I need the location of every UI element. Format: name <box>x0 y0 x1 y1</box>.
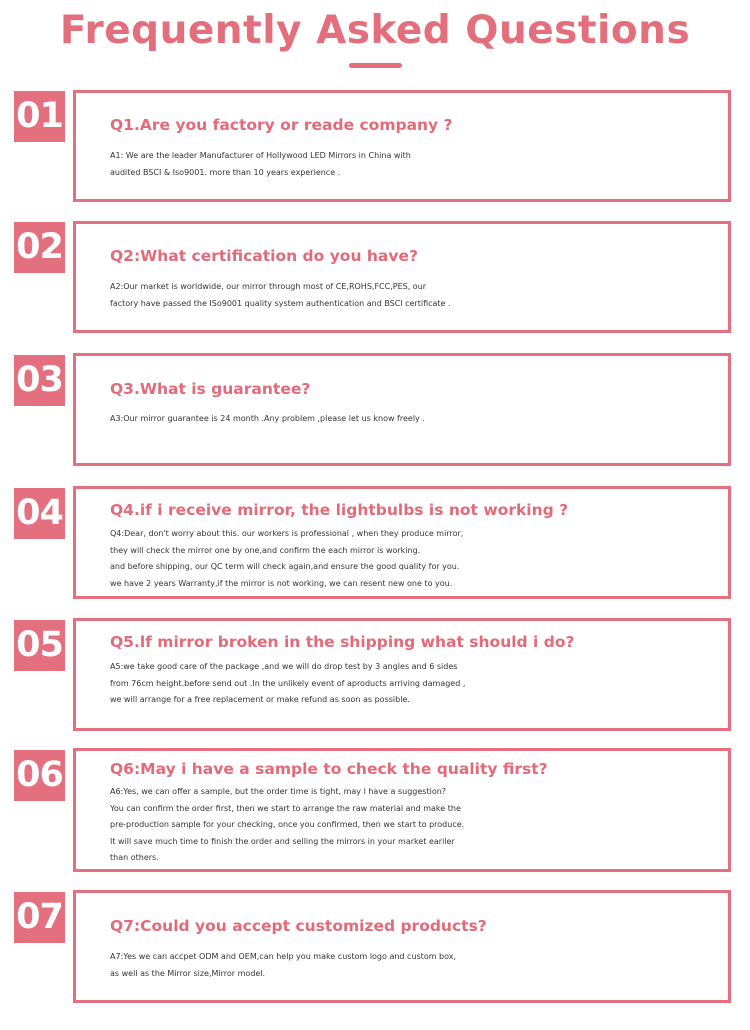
faq-number-badge: 03 <box>14 355 65 406</box>
faq-question: Q2:What certification do you have? <box>110 247 418 265</box>
faq-question: Q7:Could you accept customized products? <box>110 917 487 935</box>
faq-answer-line: You can confirm the order first, then we start to arrange the raw material and make the <box>110 803 461 813</box>
faq-answer <box>110 526 725 592</box>
faq-answer <box>110 659 725 709</box>
faq-answer-line: as well as the Mirror size,Mirror model. <box>110 968 266 978</box>
faq-answer-line: they will check the mirror one by one,and confirm the each mirror is working. <box>110 545 421 555</box>
faq-answer <box>110 411 725 428</box>
faq-answer-line: and before shipping, our QC term will check again,and ensure the good quality for you. <box>110 562 460 572</box>
page-title: Frequently Asked Questions <box>59 8 691 53</box>
faq-answer-line: Q4:Dear, don't worry about this. our workers is professional , when they produce mirror, <box>110 529 464 538</box>
faq-question: Q5.lf mirror broken in the shipping what should i do? <box>110 633 575 651</box>
faq-answer-line: from 76cm height.before send out .In the unlikely event of aproducts arriving damaged , <box>110 678 466 688</box>
faq-number-badge: 07 <box>14 892 65 943</box>
faq-card <box>73 486 731 599</box>
faq-question: Q3.What is guarantee? <box>110 380 311 398</box>
faq-answer <box>110 784 725 867</box>
faq-question: Q6:May i have a sample to check the quality first? <box>110 760 548 778</box>
faq-answer-line: A3:Our mirror guarantee is 24 month .Any problem ,please let us know freely . <box>110 414 425 423</box>
faq-card <box>73 748 731 872</box>
faq-number-badge: 02 <box>14 222 65 273</box>
faq-answer-line: It will save much time to finish the order and selling the mirrors in your market eariler <box>110 836 455 846</box>
faq-question: Q1.Are you factory or reade company ? <box>110 116 453 134</box>
faq-number-badge: 06 <box>14 750 65 801</box>
faq-number-badge: 01 <box>14 91 65 142</box>
faq-answer-line: than others. <box>110 853 159 863</box>
faq-answer-line: we have 2 years Warranty,if the mirror is not working, we can resent new one to you. <box>110 578 453 588</box>
title-underline <box>349 63 402 68</box>
faq-card <box>73 221 731 333</box>
faq-answer-line: audited BSCI & Iso9001. more than 10 years experience . <box>110 167 341 177</box>
faq-number-badge: 05 <box>14 620 65 671</box>
faq-answer-line: we will arrange for a free replacement or make refund as soon as possible. <box>110 695 410 705</box>
faq-answer <box>110 949 725 982</box>
faq-card <box>73 618 731 731</box>
faq-answer-line: A6:Yes, we can offer a sample, but the order time is tight, may l have a suggestion? <box>110 787 447 796</box>
faq-answer <box>110 148 725 181</box>
faq-answer <box>110 279 725 312</box>
faq-card <box>73 353 731 466</box>
faq-answer-line: A2:Our market is worldwide, our mirror through most of CE,ROHS,FCC,PES, our <box>110 282 427 291</box>
faq-number-badge: 04 <box>14 488 65 539</box>
faq-answer-line: A1: We are the leader Manufacturer of Hollywood LED Mirrors in China with <box>110 151 411 160</box>
faq-card <box>73 890 731 1003</box>
faq-answer-line: pre-production sample for your checking, once you confirmed, then we start to produce. <box>110 820 465 830</box>
faq-question: Q4.if i receive mirror, the lightbulbs is not working ? <box>110 501 569 519</box>
faq-card <box>73 90 731 202</box>
faq-answer-line: A5:we take good care of the package ,and we will do drop test by 3 angles and 6 sides <box>110 662 458 671</box>
faq-answer-line: A7:Yes we can accpet ODM and OEM,can help you make custom logo and custom box, <box>110 952 457 961</box>
faq-answer-line: factory have passed the ISo9001 quality system authentication and BSCl certificate . <box>110 298 451 308</box>
